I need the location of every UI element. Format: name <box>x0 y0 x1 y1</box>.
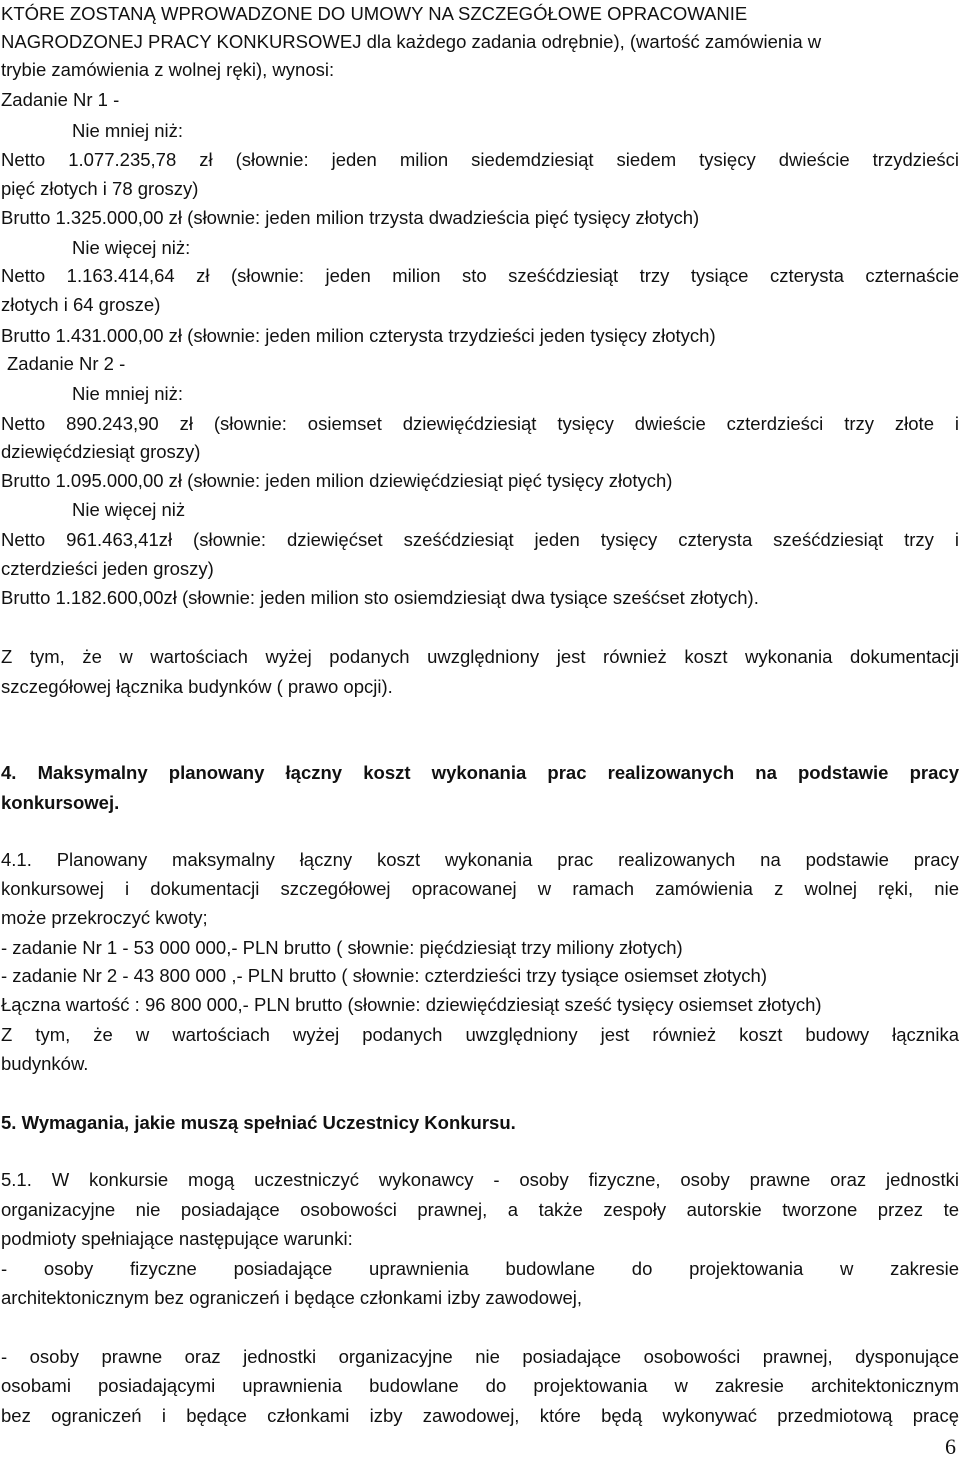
text-line: NAGRODZONEJ PRACY KONKURSOWEJ dla każdego zadania odrębnie), (wartość zamówienia w <box>1 31 822 52</box>
text-line: Netto 890.243,90 zł (słownie: osiemset dziewięćdziesiąt tysięcy dwieście czterdzieści trzy złote i <box>1 413 959 434</box>
section-heading: 5. Wymagania, jakie muszą spełniać Uczestnicy Konkursu. <box>1 1112 516 1133</box>
list-item: - osoby prawne oraz jednostki organizacyjne nie posiadające osobowości prawnej, dysponujące <box>1 1346 959 1367</box>
section-heading: konkursowej. <box>1 792 120 813</box>
text-line: może przekroczyć kwoty; <box>1 907 208 928</box>
list-item: - osoby fizyczne posiadające uprawnienia budowlane do projektowania w zakresie <box>1 1258 959 1279</box>
text-line: trybie zamówienia z wolnej ręki), wynosi: <box>1 59 335 80</box>
text-line: 4.1. Planowany maksymalny łączny koszt wykonania prac realizowanych na podstawie pracy <box>1 849 959 870</box>
text-line: 5.1. W konkursie mogą uczestniczyć wykonawcy - osoby fizyczne, osoby prawne oraz jednostki <box>1 1169 959 1190</box>
text-line: szczegółowej łącznika budynków ( prawo opcji). <box>1 676 393 697</box>
text-line: Netto 1.163.414,64 zł (słownie: jeden milion sto sześćdziesiąt trzy tysiące czterysta czternaście <box>1 265 959 286</box>
text-line: budynków. <box>1 1053 89 1074</box>
text-line: Brutto 1.431.000,00 zł (słownie: jeden milion czterysta trzydzieści jeden tysięcy złotych) <box>1 325 716 346</box>
text-line: Z tym, że w wartościach wyżej podanych uwzględniony jest również koszt wykonania dokumentacji <box>1 646 959 667</box>
text-line: czterdzieści jeden groszy) <box>1 558 214 579</box>
text-line: bez ograniczeń i będące członkami izby zawodowej, które będą wykonywać przedmiotową pracę <box>1 1405 959 1426</box>
section-heading: Zadanie Nr 1 - <box>1 89 120 110</box>
text-line: Netto 1.077.235,78 zł (słownie: jeden milion siedemdziesiąt siedem tysięcy dwieście trzydzieści <box>1 149 959 170</box>
text-line: osobami posiadającymi uprawnienia budowlane do projektowania w zakresie architektonicznym <box>1 1375 959 1396</box>
page-number: 6 <box>945 1434 956 1459</box>
list-item: - zadanie Nr 1 - 53 000 000,- PLN brutto ( słownie: pięćdziesiąt trzy miliony złotych) <box>1 937 683 958</box>
text-line: architektonicznym bez ograniczeń i będące członkami izby zawodowej, <box>1 1287 582 1308</box>
text-line: Brutto 1.325.000,00 zł (słownie: jeden milion trzysta dwadzieścia pięć tysięcy złotych) <box>1 207 700 228</box>
section-heading: Zadanie Nr 2 - <box>7 353 126 374</box>
text-line: Nie więcej niż: <box>72 237 191 258</box>
text-line: Nie mniej niż: <box>72 383 184 404</box>
text-line: Brutto 1.182.600,00zł (słownie: jeden milion sto osiemdziesiąt dwa tysiące sześćset złotych). <box>1 587 759 608</box>
text-line: podmioty spełniające następujące warunki: <box>1 1228 353 1249</box>
text-line: pięć złotych i 78 groszy) <box>1 178 199 199</box>
text-line: konkursowej i dokumentacji szczegółowej opracowanej w ramach zamówienia z wolnej ręki, nie <box>1 878 959 899</box>
text-line: KTÓRE ZOSTANĄ WPROWADZONE DO UMOWY NA SZCZEGÓŁOWE OPRACOWANIE <box>1 3 748 24</box>
text-line: złotych i 64 grosze) <box>1 294 161 315</box>
text-line: Brutto 1.095.000,00 zł (słownie: jeden milion dziewięćdziesiąt pięć tysięcy złotych) <box>1 470 673 491</box>
section-heading: 4. Maksymalny planowany łączny koszt wykonania prac realizowanych na podstawie pracy <box>1 762 959 783</box>
text-line: Netto 961.463,41zł (słownie: dziewięćset sześćdziesiąt jeden tysięcy czterysta sześćdziesiąt trzy i <box>1 529 959 550</box>
text-line: organizacyjne nie posiadające osobowości prawnej, a także zespoły autorskie tworzone przez te <box>1 1199 959 1220</box>
text-line: dziewięćdziesiąt groszy) <box>1 441 201 462</box>
list-item: - zadanie Nr 2 - 43 800 000 ,- PLN brutto ( słownie: czterdzieści trzy tysiące osiemset złotych) <box>1 965 767 986</box>
text-line: Nie więcej niż <box>72 499 186 520</box>
text-line: Łączna wartość : 96 800 000,- PLN brutto (słownie: dziewięćdziesiąt sześć tysięcy osiemset złotych) <box>1 994 822 1015</box>
text-line: Nie mniej niż: <box>72 120 184 141</box>
text-line: Z tym, że w wartościach wyżej podanych uwzględniony jest również koszt budowy łącznika <box>1 1024 959 1045</box>
